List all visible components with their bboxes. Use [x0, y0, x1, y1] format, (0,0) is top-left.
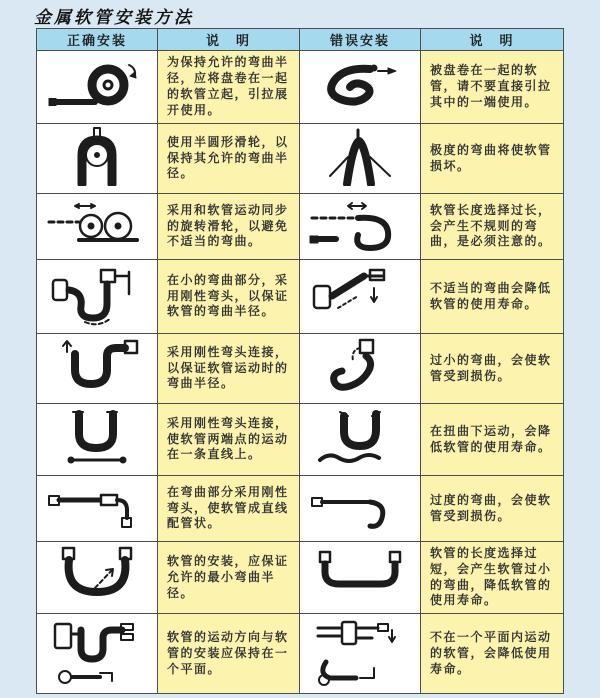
in-plane-motion-icon — [45, 616, 149, 686]
correct-description: 为保持允许的弯曲半径，应将盘卷在一起的软管立起，引拉展开使用。 — [158, 51, 300, 124]
wrong-description: 软管长度选择过长，会产生不规则的弯曲，是必须注意的。 — [421, 194, 564, 260]
hose-coil-pulled-icon — [308, 57, 412, 113]
hose-pulley-icon — [45, 126, 149, 186]
wrong-image-cell — [300, 334, 421, 404]
correct-image-cell — [37, 476, 158, 542]
table-row — [37, 194, 564, 260]
overbent-end-icon — [308, 478, 412, 534]
wrong-image-cell — [300, 51, 421, 124]
hose-extreme-bend-icon — [308, 126, 412, 186]
min-bend-radius-u-icon — [45, 544, 149, 606]
wrong-image-cell — [300, 404, 421, 476]
wrong-image-cell — [300, 124, 421, 194]
page-title: 金属软管安装方法 — [34, 8, 194, 27]
wrong-description: 过度的弯曲，会使软管受到损伤。 — [421, 476, 564, 542]
table-row — [37, 124, 564, 194]
too-small-bend-hook-icon — [308, 336, 412, 396]
wrong-description: 被盘卷在一起的软管，请不要直接引拉其中的一端使用。 — [421, 51, 564, 124]
wrong-image-cell — [300, 260, 421, 334]
wrong-image-cell — [300, 614, 421, 694]
out-of-plane-motion-icon — [308, 616, 412, 686]
table-row — [37, 260, 564, 334]
header-row — [37, 29, 564, 51]
table-row — [37, 51, 564, 124]
correct-description: 在小的弯曲部分，采用刚性弯头，以保证软管的弯曲半径。 — [158, 260, 300, 334]
u-hose-torsion-icon — [308, 406, 412, 468]
straight-hose-elbow-icon — [45, 478, 149, 534]
correct-image-cell — [37, 51, 158, 124]
header-wrong-install: 错误安装 — [300, 29, 421, 51]
correct-description: 采用和软管运动同步的旋转滑轮，以避免不适当的弯曲。 — [158, 194, 300, 260]
rotating-pulleys-icon — [45, 196, 149, 252]
header-wrong-explanation: 说 明 — [421, 29, 564, 51]
wrong-description: 不在一个平面内运动的软管，会降低使用寿命。 — [421, 614, 564, 694]
correct-image-cell — [37, 614, 158, 694]
correct-image-cell — [37, 542, 158, 614]
header-correct-install: 正确安装 — [37, 29, 158, 51]
wrong-description: 不适当的弯曲会降低软管的使用寿命。 — [421, 260, 564, 334]
correct-description: 使用半圆形滑轮，以保持其允许的弯曲半径。 — [158, 124, 300, 194]
hose-coil-upright-icon — [45, 57, 149, 113]
wrong-description: 过小的弯曲，会使软管受到损伤。 — [421, 334, 564, 404]
correct-image-cell — [37, 124, 158, 194]
correct-description: 软管的运动方向与软管的安装应保持在一个平面。 — [158, 614, 300, 694]
table-row — [37, 542, 564, 614]
improper-sharp-bend-icon — [308, 262, 412, 326]
table-row — [37, 404, 564, 476]
wrong-image-cell — [300, 194, 421, 260]
u-hose-inline-endpoints-icon — [45, 406, 149, 468]
wrong-description: 极度的弯曲将使软管损坏。 — [421, 124, 564, 194]
wrong-image-cell — [300, 542, 421, 614]
correct-image-cell — [37, 194, 158, 260]
rigid-elbow-small-bend-icon — [45, 262, 149, 326]
overlong-hose-loop-icon — [308, 196, 412, 252]
correct-image-cell — [37, 334, 158, 404]
install-methods-table — [36, 28, 564, 694]
correct-description: 软管的安装，应保证允许的最小弯曲半径。 — [158, 542, 300, 614]
wrong-description: 在扭曲下运动，会降低软管的使用寿命。 — [421, 404, 564, 476]
correct-description: 在弯曲部分采用刚性弯头，使软管成直线配管状。 — [158, 476, 300, 542]
wrong-image-cell — [300, 476, 421, 542]
table-row — [37, 614, 564, 694]
correct-description: 采用刚性弯头连接，以保证软管运动时的弯曲半径。 — [158, 334, 300, 404]
correct-image-cell — [37, 404, 158, 476]
correct-description: 采用刚性弯头连接，使软管两端点的运动在一条直线上。 — [158, 404, 300, 476]
header-correct-explanation: 说 明 — [158, 29, 300, 51]
wrong-description: 软管的长度选择过短，会产生软管过小的弯曲，降低软管的使用寿命。 — [421, 542, 564, 614]
short-hose-flat-bend-icon — [308, 544, 412, 606]
table-row — [37, 476, 564, 542]
correct-image-cell — [37, 260, 158, 334]
table-row — [37, 334, 564, 404]
u-hose-rigid-elbow-icon — [45, 336, 149, 396]
